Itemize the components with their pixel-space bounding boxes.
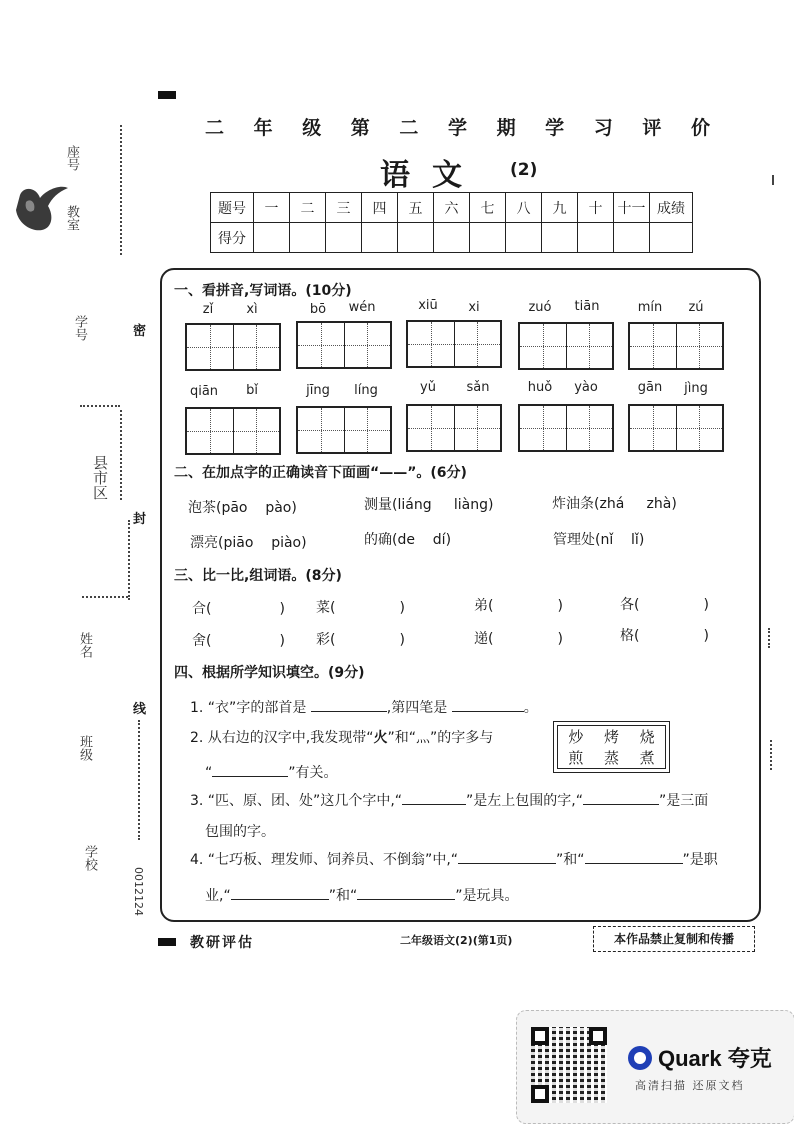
registration-mark-bottom <box>158 938 176 946</box>
pinyin: tiān <box>574 299 600 314</box>
score-input-cell[interactable] <box>470 223 506 253</box>
q3-paren: ) <box>557 631 563 647</box>
title-char: 年 <box>253 117 273 139</box>
answer-blank[interactable] <box>585 849 683 864</box>
writing-grid[interactable] <box>628 404 724 452</box>
score-input-cell[interactable] <box>326 223 362 253</box>
reading-option[interactable]: liàng <box>453 497 488 513</box>
score-table-score-row <box>211 223 693 253</box>
q4-text: ”是职 <box>682 852 718 868</box>
dotted-line-1 <box>120 125 122 255</box>
quark-logo-icon <box>628 1046 652 1070</box>
score-cell: 题号 <box>211 193 254 223</box>
pinyin: líng <box>354 383 378 398</box>
q3-char: 弟( <box>474 598 494 614</box>
score-cell: 十 <box>578 193 614 223</box>
q3-paren: ) <box>399 600 405 616</box>
subject-title: 语文 <box>380 158 484 193</box>
title-char: 级 <box>302 117 322 139</box>
pinyin: zuó <box>528 300 552 315</box>
student-id-label: 学号 <box>72 315 87 341</box>
q3-item[interactable] <box>316 629 405 649</box>
q3-paren: ) <box>703 597 709 613</box>
q4-line-4 <box>190 849 718 869</box>
q4-heading: 四、根据所学知识填空。(9分) <box>174 665 365 681</box>
pinyin: huǒ <box>527 380 553 395</box>
writing-grid[interactable] <box>185 323 281 371</box>
score-cell: 成绩 <box>650 193 693 223</box>
box-char: 煎 <box>568 749 584 767</box>
score-cell: 一 <box>254 193 290 223</box>
writing-grid[interactable] <box>406 404 502 452</box>
answer-blank[interactable] <box>452 697 524 712</box>
score-input-cell[interactable] <box>254 223 290 253</box>
classroom-label: 教室 <box>64 205 79 231</box>
q2-item: 炸油条(zhá zhà) <box>552 496 677 512</box>
reading-option[interactable]: nǐ <box>600 532 614 548</box>
q2-word: 炸油条 <box>552 496 594 512</box>
registration-mark <box>158 91 176 99</box>
pinyin: yào <box>574 380 598 395</box>
q4-line-1 <box>190 697 538 717</box>
score-input-cell[interactable] <box>578 223 614 253</box>
qr-finder <box>531 1085 549 1103</box>
writing-grid[interactable] <box>296 406 392 454</box>
title-char: 评 <box>642 117 662 139</box>
qr-finder <box>531 1027 549 1045</box>
exam-title <box>205 113 710 140</box>
q3-paren: ) <box>557 598 563 614</box>
q2-item: 的确(de dí) <box>364 532 452 548</box>
q4-line-3b <box>205 821 275 841</box>
mark-xian: 线 <box>133 702 147 717</box>
reading-option[interactable]: pào <box>265 500 292 516</box>
q4-text: 4. “七巧板、理发师、饲养员、不倒翁”中,“ <box>190 852 459 868</box>
seat-label: 座号 <box>64 145 79 171</box>
q3-char: 合( <box>192 601 212 617</box>
quark-brand: Quark 夸克 <box>658 1046 772 1071</box>
district-label: 县市区 <box>91 455 109 500</box>
pinyin: zǐ <box>202 302 214 317</box>
answer-blank[interactable] <box>357 885 455 900</box>
pinyin: mín <box>637 300 663 315</box>
answer-blank[interactable] <box>583 790 659 805</box>
edge-mark <box>768 628 770 648</box>
score-cell: 九 <box>542 193 578 223</box>
box-char: 烧 <box>639 728 655 746</box>
copyright-notice: 本作品禁止复制和传播 <box>593 926 755 952</box>
q2-word: 管理处 <box>553 532 595 548</box>
quark-logo <box>628 1042 772 1073</box>
score-table <box>210 192 693 253</box>
score-cell: 二 <box>290 193 326 223</box>
pinyin: zú <box>688 300 704 315</box>
answer-blank[interactable] <box>311 697 387 712</box>
q4-text: 。 <box>523 700 538 716</box>
q4-text: 业,“ <box>205 888 231 904</box>
pinyin: xi <box>468 300 480 315</box>
box-char: 炒 <box>568 728 584 746</box>
score-table-header-row <box>211 193 693 223</box>
writing-grid[interactable] <box>296 321 392 369</box>
writing-grid[interactable] <box>518 322 614 370</box>
q4-text: ,第四笔是 <box>386 700 448 716</box>
quark-tagline: 高清扫描 还原文档 <box>635 1079 745 1092</box>
writing-grid[interactable] <box>406 320 502 368</box>
qr-finder <box>589 1027 607 1045</box>
title-char: 第 <box>350 117 370 139</box>
box-char: 煮 <box>639 749 655 767</box>
q2-word: 泡茶 <box>188 500 216 516</box>
dotted-line-6 <box>82 596 128 598</box>
code-label: 0012124 <box>132 867 145 916</box>
writing-grid[interactable] <box>628 322 724 370</box>
score-cell: 八 <box>506 193 542 223</box>
mark-feng: 封 <box>133 512 147 527</box>
pinyin: bǐ <box>246 383 258 398</box>
q4-text: 3. “匹、原、团、处”这几个字中,“ <box>190 793 403 809</box>
q3-paren: ) <box>279 633 285 649</box>
pinyin: bō <box>309 302 327 317</box>
writing-grid[interactable] <box>185 407 281 455</box>
dotted-line-2 <box>120 410 122 500</box>
q2-word: 漂亮 <box>190 535 218 551</box>
q3-item[interactable] <box>474 628 563 648</box>
pinyin: xiū <box>418 298 438 313</box>
q3-heading: 三、比一比,组词语。(8分) <box>174 568 342 584</box>
score-input-cell[interactable] <box>506 223 542 253</box>
q3-char: 格( <box>620 628 640 644</box>
title-char: 习 <box>593 117 613 139</box>
writing-grid[interactable] <box>518 404 614 452</box>
q3-item[interactable] <box>620 594 709 614</box>
q3-paren: ) <box>279 601 285 617</box>
q4-text: 1. “衣”字的部首是 <box>190 700 307 716</box>
score-cell: 四 <box>362 193 398 223</box>
q2-item: 泡茶(pāo pào) <box>188 500 297 516</box>
pinyin: wén <box>348 300 376 315</box>
reading-option[interactable]: de <box>397 532 415 548</box>
title-char: 学 <box>447 117 467 139</box>
q4-text: ”和“ <box>328 888 358 904</box>
reading-option[interactable]: liáng <box>397 497 432 513</box>
title-char: 期 <box>496 117 516 139</box>
score-cell: 十一 <box>614 193 650 223</box>
edge-mark <box>770 740 772 770</box>
q4-text: ”是玩具。 <box>455 888 519 904</box>
box-char: 烤 <box>603 728 619 746</box>
q4-text: 2. 从右边的汉字中,我发现带“ <box>190 730 374 746</box>
q3-char: 菜( <box>316 600 336 616</box>
score-input-cell[interactable] <box>650 223 693 253</box>
score-input-cell[interactable] <box>398 223 434 253</box>
pinyin: sǎn <box>466 380 490 395</box>
reading-option[interactable]: pāo <box>221 500 248 516</box>
score-input-cell[interactable] <box>542 223 578 253</box>
mark-mi: 密 <box>133 324 147 339</box>
character-box <box>553 721 670 773</box>
q3-item[interactable] <box>316 597 405 617</box>
answer-blank[interactable] <box>231 885 329 900</box>
q2-heading: 二、在加点字的正确读音下面画“——”。(6分) <box>174 465 467 481</box>
pinyin: jīng <box>306 383 330 398</box>
school-label: 学校 <box>82 845 97 871</box>
title-char: 二 <box>399 117 419 139</box>
reading-option[interactable]: piào <box>271 535 302 551</box>
reading-option[interactable]: dí <box>432 532 446 548</box>
q3-char: 舍( <box>192 633 212 649</box>
score-input-cell[interactable] <box>434 223 470 253</box>
score-input-cell[interactable] <box>362 223 398 253</box>
q2-word: 测量 <box>364 497 392 513</box>
reading-option[interactable]: lǐ <box>631 532 639 548</box>
pinyin: qiān <box>189 384 219 399</box>
dotted-line-3 <box>128 520 130 600</box>
edge-mark <box>772 175 774 185</box>
answer-blank[interactable] <box>458 849 556 864</box>
footer-publisher: 教研评估 <box>190 935 254 951</box>
title-char: 学 <box>545 117 565 139</box>
score-cell: 六 <box>434 193 470 223</box>
q2-item: 漂亮(piāo piào) <box>190 535 307 551</box>
class-label: 班级 <box>77 735 92 761</box>
q4-text: ”是三面 <box>659 793 709 809</box>
reading-option[interactable]: piāo <box>223 535 254 551</box>
q4-text: 包围的字。 <box>205 824 275 840</box>
pinyin: gān <box>637 380 663 395</box>
box-char: 蒸 <box>603 749 619 767</box>
q3-item[interactable] <box>192 598 285 618</box>
q2-word: 的确 <box>364 532 392 548</box>
title-char: 价 <box>690 117 710 139</box>
dotted-line-5 <box>80 405 120 407</box>
q4-line-4b <box>205 885 518 905</box>
q3-char: 彩( <box>316 632 336 648</box>
reading-option[interactable]: zhà <box>646 496 672 512</box>
score-row-label: 得分 <box>211 223 254 253</box>
score-input-cell[interactable] <box>614 223 650 253</box>
title-char: 二 <box>205 117 225 139</box>
q4-text: ”和“灬”的字多与 <box>387 730 494 746</box>
radical-glyph: 火 <box>373 730 388 746</box>
pinyin: yǔ <box>420 380 436 395</box>
q4-line-2b <box>205 762 338 782</box>
footer-page: 二年级语文(2)(第1页) <box>400 934 513 947</box>
answer-blank[interactable] <box>212 762 288 777</box>
dotted-line-4 <box>138 720 140 840</box>
name-label: 姓名 <box>77 632 92 658</box>
score-cell: 三 <box>326 193 362 223</box>
answer-blank[interactable] <box>402 790 466 805</box>
q3-char: 递( <box>474 631 494 647</box>
volume-number: (2) <box>510 160 538 180</box>
q3-item[interactable] <box>474 595 563 615</box>
q4-text: ”和“ <box>556 852 585 868</box>
q3-char: 各( <box>620 597 640 613</box>
q4-line-2 <box>190 727 493 747</box>
score-cell: 七 <box>470 193 506 223</box>
q4-text: “ <box>205 765 213 781</box>
q2-item: 管理处(nǐ lǐ) <box>553 532 645 548</box>
q4-text: ”有关。 <box>288 765 338 781</box>
reading-option[interactable]: zhá <box>599 496 625 512</box>
q4-line-3 <box>190 790 708 810</box>
pinyin: xì <box>246 302 258 317</box>
q3-item[interactable] <box>192 630 285 650</box>
q2-item: 测量(liáng liàng) <box>364 497 494 513</box>
q3-paren: ) <box>703 628 709 644</box>
q1-heading: 一、看拼音,写词语。(10分) <box>174 283 352 299</box>
q3-paren: ) <box>399 632 405 648</box>
q3-item[interactable] <box>620 625 709 645</box>
q4-text: ”是左上包围的字,“ <box>466 793 583 809</box>
score-input-cell[interactable] <box>290 223 326 253</box>
pinyin: jìng <box>684 381 708 396</box>
score-cell: 五 <box>398 193 434 223</box>
